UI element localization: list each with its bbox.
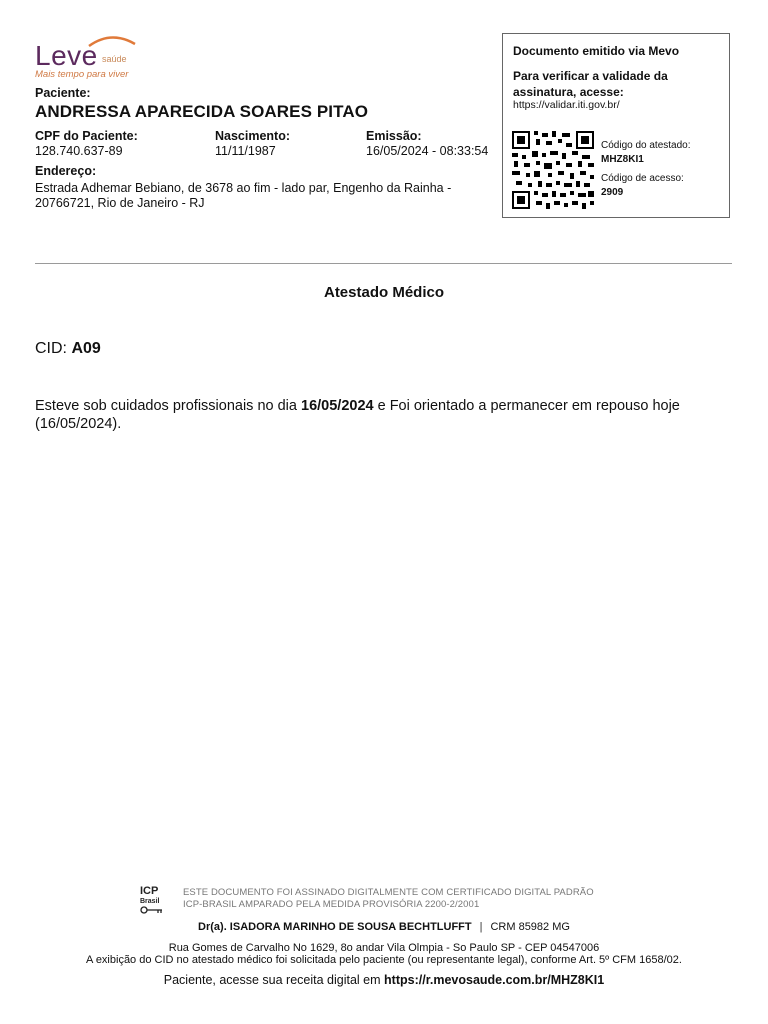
verification-title: Documento emitido via Mevo [513, 44, 680, 58]
doctor-name: Dr(a). ISADORA MARINHO DE SOUSA BECHTLUFFT [198, 921, 472, 933]
svg-text:Brasil: Brasil [140, 898, 160, 905]
digital-signature-notice [183, 887, 594, 911]
company-address: Rua Gomes de Carvalho No 1629, 8o andar Vila Olmpia - So Paulo SP - CEP 04547006 [168, 942, 600, 954]
doctor-crm: CRM 85982 MG [490, 921, 570, 933]
access-code-value: 2909 [601, 187, 624, 198]
emission-value: 16/05/2024 - 08:33:54 [366, 144, 489, 158]
patient-name: ANDRESSA APARECIDA SOARES PITAO [35, 102, 369, 121]
logo-tagline: Mais tempo para viver [35, 69, 129, 80]
logo-wordmark: Leve [35, 40, 98, 71]
icp-brasil-logo-icon [138, 883, 166, 915]
access-code-label: Código de acesso: [601, 173, 684, 184]
birth-value: 11/11/1987 [215, 144, 276, 158]
signature-notice-line2: ICP-BRASIL AMPARADO PELA MEDIDA PROVISÓRIA 2200-2/2001 [183, 899, 480, 910]
address-label: Endereço: [35, 164, 97, 178]
patient-label: Paciente: [35, 86, 91, 100]
prescription-link[interactable]: https://r.mevosaude.com.br/MHZ8KI1 [384, 973, 605, 987]
cid-line [35, 340, 101, 358]
document-title: Atestado Médico [323, 284, 444, 301]
verification-box [502, 33, 730, 218]
birth-label: Nascimento: [215, 129, 291, 143]
certificate-date: 16/05/2024 [301, 398, 374, 414]
cid-code: A09 [71, 340, 101, 357]
leve-saude-logo [35, 34, 145, 82]
qr-code-icon [512, 131, 594, 209]
certificate-text-start: Esteve sob cuidados profissionais no dia [35, 398, 301, 414]
certificate-text [35, 397, 735, 433]
certificate-code-value: MHZ8KI1 [601, 154, 644, 165]
verification-url[interactable]: https://validar.iti.gov.br/ [513, 99, 620, 111]
digital-prescription-line [0, 973, 768, 987]
header-divider [35, 263, 732, 264]
footer-address-block [0, 942, 768, 966]
cid-consent-note: A exibição do CID no atestado médico foi solicitada pelo paciente (ou representante legal), conforme Art. 5º CFM 1658/02. [86, 954, 682, 966]
verification-instruction: Para verificar a validade da assinatura, acesse: [513, 69, 668, 99]
emission-label: Emissão: [366, 129, 422, 143]
cpf-label: CPF do Paciente: [35, 129, 138, 143]
doctor-separator: | [479, 921, 483, 933]
signature-notice-line1: ESTE DOCUMENTO FOI ASSINADO DIGITALMENTE COM CERTIFICADO DIGITAL PADRÃO [183, 887, 594, 898]
certificate-code-label: Código do atestado: [601, 140, 691, 151]
certificate-text-end: e Foi orientado a permanecer em repouso hoje (16/05/2024). [35, 398, 680, 432]
logo-small-text: saúde [102, 54, 127, 64]
address-value: Estrada Adhemar Bebiano, de 3678 ao fim - lado par, Engenho da Rainha - 20766721, Rio de Janeiro - RJ [35, 181, 452, 210]
doctor-line [0, 921, 768, 933]
cid-label: CID: [35, 340, 67, 357]
prescription-link-prefix: Paciente, acesse sua receita digital em [163, 973, 385, 987]
cpf-value: 128.740.637-89 [35, 144, 123, 158]
svg-text:ICP: ICP [140, 885, 159, 897]
